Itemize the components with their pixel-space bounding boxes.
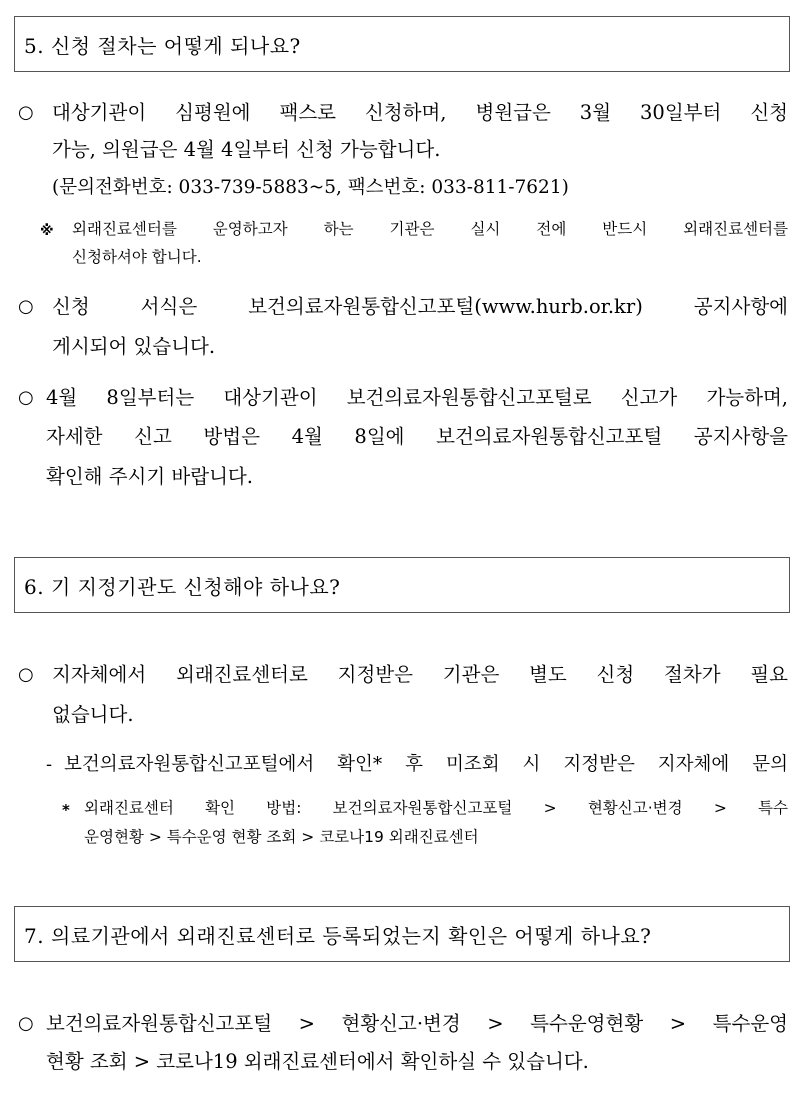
paragraph-line: 없습니다.: [52, 703, 134, 726]
bullet-circle: ○: [18, 1013, 34, 1034]
sub-item-line: 보건의료자원통합신고포털에서 확인* 후 미조회 시 지정받은 지자체에 문의: [64, 754, 788, 775]
footnote-mark: *: [62, 801, 70, 819]
question-heading-7: [14, 906, 790, 962]
bullet-circle: ○: [18, 387, 34, 408]
bullet-circle: ○: [18, 296, 34, 317]
paragraph-line: 보건의료자원통합신고포털 > 현황신고·변경 > 특수운영현황 > 특수운영: [46, 1012, 788, 1035]
question-text: 6. 기 지정기관도 신청해야 하나요?: [24, 574, 341, 599]
paragraph-line: 신청 서식은 보건의료자원통합신고포털(www.hurb.or.kr) 공지사항에: [52, 295, 788, 318]
note-mark: ※: [40, 223, 54, 239]
paragraph-line: 확인해 주시기 바랍니다.: [46, 465, 253, 488]
footnote-line: 운영현황 > 특수운영 현황 조회 > 코로나19 외래진료센터: [84, 828, 479, 846]
question-text: 7. 의료기관에서 외래진료센터로 등록되었는지 확인은 어떻게 하나요?: [24, 923, 652, 948]
paragraph-line: 지자체에서 외래진료센터로 지정받은 기관은 별도 신청 절차가 필요: [52, 663, 788, 686]
question-text: 5. 신청 절차는 어떻게 되나요?: [24, 33, 301, 58]
note-line: 외래진료센터를 운영하고자 하는 기관은 실시 전에 반드시 외래진료센터를: [72, 220, 788, 238]
question-heading-5: [14, 16, 790, 72]
dash-bullet: -: [46, 754, 53, 775]
contact-info-line: (문의전화번호: 033-739-5883~5, 팩스번호: 033-811-7621): [52, 177, 569, 198]
footnote-line: 외래진료센터 확인 방법: 보건의료자원통합신고포털 > 현황신고·변경 > 특수: [84, 799, 788, 817]
bullet-circle: ○: [18, 102, 34, 123]
paragraph-line: 현황 조회 > 코로나19 외래진료센터에서 확인하실 수 있습니다.: [46, 1050, 589, 1073]
paragraph-line: 대상기관이 심평원에 팩스로 신청하며, 병원급은 3월 30일부터 신청: [52, 101, 788, 124]
bullet-circle: ○: [18, 664, 34, 685]
paragraph-line: 4월 8일부터는 대상기관이 보건의료자원통합신고포털로 신고가 가능하며,: [46, 386, 788, 409]
paragraph-line: 게시되어 있습니다.: [52, 335, 216, 358]
paragraph-line: 가능, 의원급은 4월 4일부터 신청 가능합니다.: [52, 138, 441, 161]
note-line: 신청하셔야 합니다.: [72, 248, 202, 266]
question-heading-6: [14, 557, 790, 613]
paragraph-line: 자세한 신고 방법은 4월 8일에 보건의료자원통합신고포털 공지사항을: [46, 425, 788, 448]
